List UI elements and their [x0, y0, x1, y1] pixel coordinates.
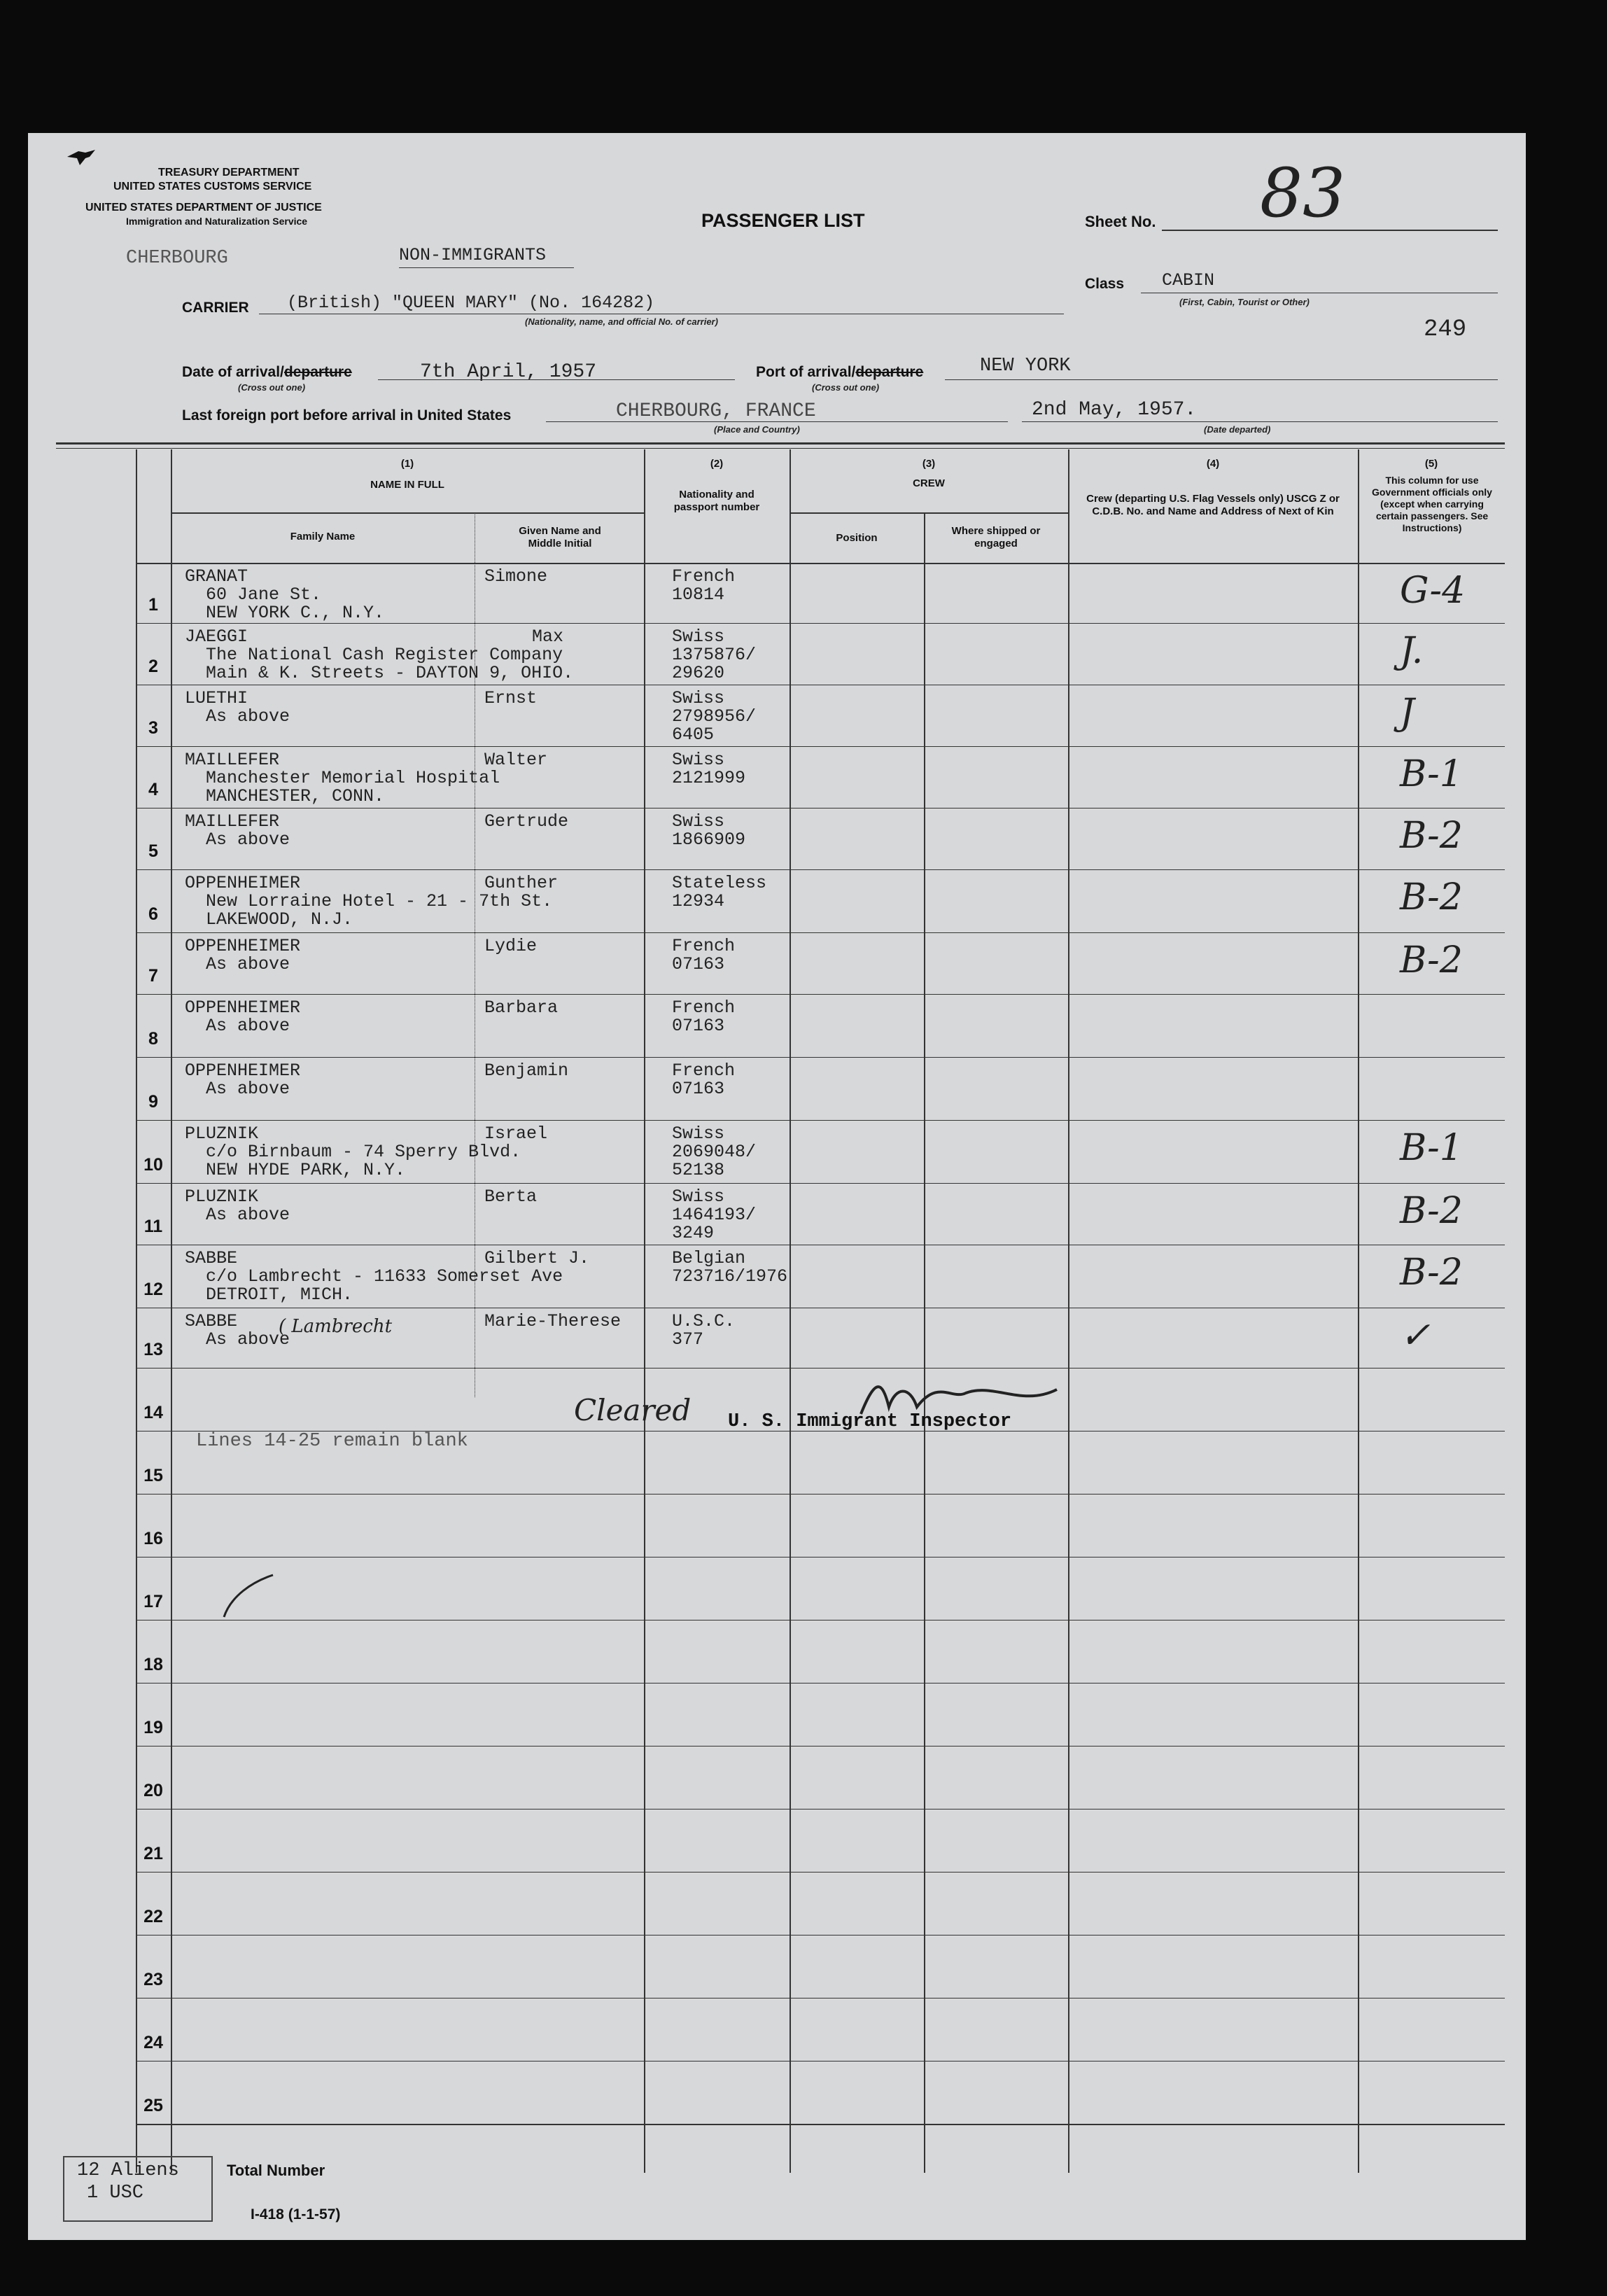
row-number: 15	[143, 1466, 163, 1485]
family-name: PLUZNIK	[185, 1186, 259, 1207]
last-port-label: Last foreign port before arrival in United States	[182, 407, 512, 424]
nationality: Stateless	[672, 873, 767, 893]
passport-number: 2069048/	[672, 1142, 757, 1162]
given-name: Barbara	[484, 997, 559, 1018]
last-port-value: CHERBOURG, FRANCE	[616, 400, 816, 422]
row-number: 6	[148, 904, 158, 924]
inspector-signature	[854, 1379, 1064, 1424]
col1b-header: Given Name and Middle Initial	[519, 525, 601, 550]
col1a-header: Family Name	[290, 531, 356, 542]
address-line-1: As above	[206, 830, 290, 850]
row13-handwriting: ( Lambrecht	[279, 1316, 393, 1337]
port-label-text: Port of arrival/	[756, 364, 856, 380]
row-number: 24	[143, 2033, 163, 2052]
agency-line-2: UNITED STATES CUSTOMS SERVICE	[113, 181, 312, 192]
nationality: Swiss	[672, 1186, 725, 1207]
col4-number: (4)	[1206, 458, 1220, 470]
address-line-1: As above	[206, 954, 290, 974]
row-divider	[136, 932, 1505, 933]
passport-number: 1464193/	[672, 1205, 757, 1225]
row-number: 7	[148, 966, 158, 986]
address-line-1: New Lorraine Hotel - 21 - 7th St.	[206, 891, 553, 911]
row-number: 3	[148, 718, 158, 738]
passenger-list-form	[28, 133, 1526, 2240]
agency-line-4: Immigration and Naturalization Service	[126, 216, 308, 227]
row-number: 10	[143, 1155, 163, 1175]
family-name: OPPENHEIMER	[185, 873, 301, 893]
official-code: B-2	[1400, 815, 1463, 857]
address-line-2: NEW HYDE PARK, N.Y.	[206, 1160, 406, 1180]
address-line-2: LAKEWOOD, N.J.	[206, 909, 353, 930]
col5-header: This column for use Government officials only (except when carrying certain passengers. See Instructions)	[1372, 475, 1492, 533]
given-name: Berta	[484, 1186, 538, 1207]
passport-number: 07163	[672, 1016, 725, 1036]
official-code: J	[1400, 692, 1415, 734]
nationality: French	[672, 997, 736, 1018]
row-divider	[136, 623, 1505, 624]
col3-header: CREW	[913, 477, 945, 489]
nationality: Swiss	[672, 811, 725, 832]
list-type: NON-IMMIGRANTS	[399, 245, 547, 265]
row-number: 18	[143, 1655, 163, 1674]
row-divider	[136, 746, 1505, 747]
date-departed: 2nd May, 1957.	[1032, 399, 1197, 421]
row-divider	[136, 994, 1505, 995]
sheet-number: 83	[1260, 154, 1346, 232]
col3a-header: Position	[836, 532, 878, 544]
row-divider	[136, 2061, 1505, 2062]
family-name: SABBE	[185, 1248, 238, 1268]
passport-number-2: 6405	[672, 724, 715, 745]
passport-number-2: 3249	[672, 1223, 715, 1243]
address-line-2: MANCHESTER, CONN.	[206, 786, 385, 806]
row-number: 12	[143, 1280, 163, 1299]
carrier-label: CARRIER	[182, 300, 249, 316]
row-number: 23	[143, 1970, 163, 1989]
family-name: SABBE	[185, 1311, 238, 1331]
row-divider	[136, 1557, 1505, 1558]
page-number: 249	[1424, 316, 1467, 343]
address-line-1: c/o Birnbaum - 74 Sperry Blvd.	[206, 1142, 521, 1162]
given-name: Walter	[484, 750, 548, 770]
agency-line-1: TREASURY DEPARTMENT	[158, 167, 300, 178]
official-code: B-2	[1400, 939, 1463, 981]
col3b-header: Where shipped or engaged	[951, 525, 1041, 550]
row-number: 5	[148, 841, 158, 861]
row-number: 2	[148, 657, 158, 676]
nationality: Belgian	[672, 1248, 746, 1268]
address-line-2: NEW YORK C., N.Y.	[206, 603, 385, 623]
given-name: Marie-Therese	[484, 1311, 622, 1331]
inspector-handwriting: Cleared	[574, 1393, 692, 1427]
nationality: French	[672, 1060, 736, 1081]
sheet-label: Sheet No.	[1085, 213, 1156, 230]
address-line-1: 60 Jane St.	[206, 584, 322, 605]
given-name: Simone	[484, 566, 548, 587]
form-number: I-418 (1-1-57)	[251, 2206, 341, 2222]
family-name: OPPENHEIMER	[185, 936, 301, 956]
col2-header: Nationality and passport number	[673, 489, 760, 513]
port-cross-note: (Cross out one)	[812, 382, 880, 393]
address-line-1: As above	[206, 1329, 290, 1350]
col4-header: Crew (departing U.S. Flag Vessels only) USCG Z or C.D.B. No. and Name and Address of Next of Kin	[1086, 493, 1340, 517]
port-label	[756, 364, 923, 381]
given-name: Ernst	[484, 688, 538, 708]
given-name: Israel	[484, 1124, 548, 1144]
nationality: French	[672, 566, 736, 587]
row-number: 1	[148, 595, 158, 615]
passport-number: 2121999	[672, 768, 746, 788]
date-label-text: Date of arrival/	[182, 364, 284, 380]
inspector-stamp: U. S. Immigrant Inspector	[728, 1411, 1012, 1432]
given-name: Max	[532, 626, 564, 647]
date-value: 7th April, 1957	[420, 361, 597, 383]
port-label-struck: departure	[855, 364, 924, 380]
row-number: 22	[143, 1907, 163, 1926]
date-departed-note: (Date departed)	[1204, 424, 1271, 435]
agency-line-3: UNITED STATES DEPARTMENT OF JUSTICE	[85, 202, 322, 214]
official-code: B-1	[1400, 753, 1463, 795]
carrier-note: (Nationality, name, and official No. of carrier)	[525, 316, 718, 327]
row-divider	[136, 1683, 1505, 1684]
nationality: Swiss	[672, 688, 725, 708]
row-number: 14	[143, 1403, 163, 1422]
passport-number: 2798956/	[672, 706, 757, 727]
passport-number: 10814	[672, 584, 725, 605]
class-value: CABIN	[1162, 270, 1215, 290]
family-name: JAEGGI	[185, 626, 248, 647]
date-label	[182, 364, 352, 381]
family-name: OPPENHEIMER	[185, 997, 301, 1018]
nationality: French	[672, 936, 736, 956]
total-number-label: Total Number	[227, 2162, 325, 2179]
official-code: B-2	[1400, 876, 1463, 918]
col5-number: (5)	[1424, 458, 1438, 470]
nationality: Swiss	[672, 1124, 725, 1144]
aliens-count: 12 Aliens	[77, 2160, 179, 2181]
address-line-2: DETROIT, MICH.	[206, 1284, 353, 1305]
nationality: Swiss	[672, 750, 725, 770]
passport-number-2: 29620	[672, 663, 725, 683]
page-title: PASSENGER LIST	[701, 210, 865, 231]
col2-number: (2)	[710, 458, 724, 470]
address-line-2: Main & K. Streets - DAYTON 9, OHIO.	[206, 663, 574, 683]
given-name: Gertrude	[484, 811, 569, 832]
row-number: 21	[143, 1844, 163, 1863]
passport-number: 07163	[672, 1079, 725, 1099]
address-line-1: Manchester Memorial Hospital	[206, 768, 500, 788]
family-name: OPPENHEIMER	[185, 1060, 301, 1081]
family-name: MAILLEFER	[185, 811, 280, 832]
row-number: 11	[143, 1217, 163, 1236]
address-line-1: As above	[206, 1205, 290, 1225]
row-divider	[136, 2124, 1505, 2125]
family-name: MAILLEFER	[185, 750, 280, 770]
given-name: Benjamin	[484, 1060, 569, 1081]
row-divider	[136, 1057, 1505, 1058]
address-line-1: As above	[206, 1079, 290, 1099]
official-code: B-2	[1400, 1252, 1463, 1294]
passport-number: 377	[672, 1329, 704, 1350]
row-number: 16	[143, 1529, 163, 1548]
place-note: (Place and Country)	[714, 424, 800, 435]
row-number: 25	[143, 2096, 163, 2115]
row-number: 4	[148, 780, 158, 799]
row-number: 17	[143, 1592, 163, 1611]
passport-number: 723716/1976	[672, 1266, 788, 1287]
port-value: NEW YORK	[980, 356, 1071, 377]
col1-number: (1)	[400, 458, 414, 470]
address-line-1: c/o Lambrecht - 11633 Somerset Ave	[206, 1266, 563, 1287]
class-note: (First, Cabin, Tourist or Other)	[1179, 297, 1310, 307]
official-code: ✓	[1400, 1315, 1431, 1357]
row-number: 13	[143, 1340, 163, 1359]
row-divider	[136, 869, 1505, 870]
usc-count: 1 USC	[87, 2183, 144, 2204]
row-number: 19	[143, 1718, 163, 1737]
port-typed: CHERBOURG	[126, 248, 228, 269]
address-line-1: As above	[206, 706, 290, 727]
row-number: 8	[148, 1029, 158, 1049]
class-label: Class	[1085, 276, 1125, 292]
nationality: U.S.C.	[672, 1311, 736, 1331]
given-name: Gunther	[484, 873, 559, 893]
date-label-struck: departure	[283, 364, 352, 380]
given-name: Gilbert J.	[484, 1248, 590, 1268]
official-code: B-2	[1400, 1190, 1463, 1232]
family-name: GRANAT	[185, 566, 248, 587]
official-code: B-1	[1400, 1127, 1463, 1169]
blank-lines-note: Lines 14-25 remain blank	[196, 1431, 468, 1452]
col1-header: NAME IN FULL	[370, 479, 444, 491]
family-name: PLUZNIK	[185, 1124, 259, 1144]
eagle-seal-icon	[64, 147, 97, 172]
row-divider	[136, 1120, 1505, 1121]
passport-number: 1866909	[672, 830, 746, 850]
col3-number: (3)	[922, 458, 936, 470]
row-number: 20	[143, 1781, 163, 1800]
row-divider	[136, 1183, 1505, 1184]
nationality: Swiss	[672, 626, 725, 647]
address-line-1: As above	[206, 1016, 290, 1036]
official-code: G-4	[1400, 570, 1466, 612]
address-line-1: The National Cash Register Company	[206, 645, 563, 665]
passport-number: 12934	[672, 891, 725, 911]
tick-mark	[217, 1568, 280, 1628]
family-name: LUETHI	[185, 688, 248, 708]
passport-number: 1375876/	[672, 645, 757, 665]
row-number: 9	[148, 1092, 158, 1112]
date-cross-note: (Cross out one)	[238, 382, 306, 393]
passport-number-2: 52138	[672, 1160, 725, 1180]
carrier-value: (British) "QUEEN MARY" (No. 164282)	[287, 293, 655, 313]
given-name: Lydie	[484, 936, 538, 956]
official-code: J.	[1400, 630, 1424, 672]
passport-number: 07163	[672, 954, 725, 974]
